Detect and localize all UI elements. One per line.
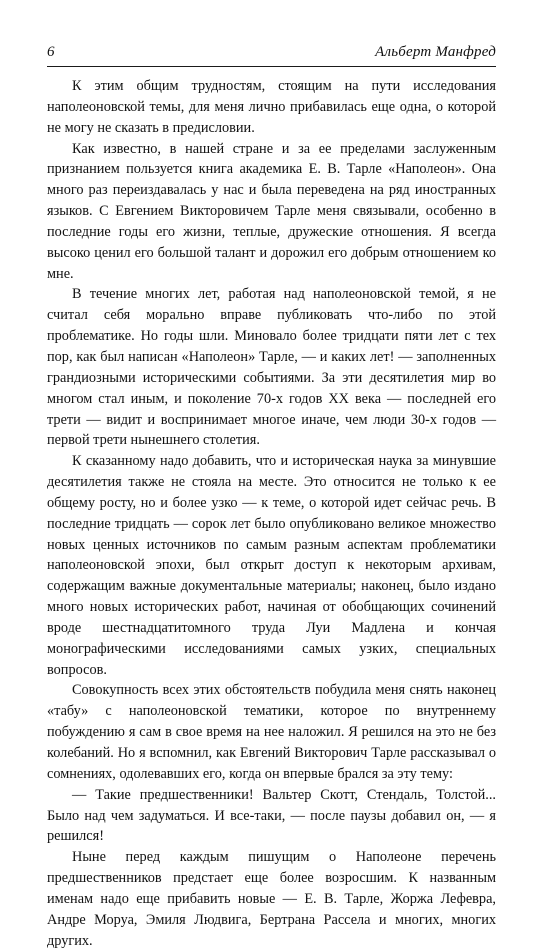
paragraph: К сказанному надо добавить, что и историческая наука за минувшие десятилетия также не стояла на месте. Это относится не только к ее общему росту, но и более узко — к теме, о которой идет сейчас речь. В последние тридцать — сорок лет было опубликовано великое множество новых ценных источников по самым разным аспектам проблематики наполеоновской эпохи, был открыт доступ к некоторым архивам, содержащим важные документальные материалы; наконец, было издано много новых исторических работ, начиная от обобщающих сочинений вроде шестнадцатитомного труда Луи Мадлена и кончая монографическими исследованиями самых узких, специальных вопросов. — [47, 453, 496, 678]
body-text — [47, 76, 496, 951]
paragraph: К этим общим трудностям, стоящим на пути исследования наполеоновской темы, для меня лично прибавилась еще одна, о которой не могу не сказать в предисловии. — [47, 78, 496, 136]
running-head: Альберт Манфред — [375, 44, 496, 60]
paragraph: Как известно, в нашей стране и за ее пределами заслуженным признанием пользуется книга академика Е. В. Тарле «Наполеон». Она много раз переиздавалась у нас и была переведена на ряд иностранных языков. С Евгением Викторовичем Тарле меня связывали, особенно в последние годы его жизни, теплые, дружеские отношения. Я всегда высоко ценил его большой талант и дорожил его добрым отношением ко мне. — [47, 140, 496, 282]
dialogue-paragraph: — Такие предшественники! Вальтер Скотт, Стендаль, Толстой... Было над чем задуматься. И все-таки, — после паузы добавил он, — я решился! — [47, 786, 496, 845]
paragraph: Ныне перед каждым пишущим о Наполеоне перечень предшественников предстает еще более возросшим. К названным именам надо еще прибавить новые — Е. В. Тарле, Жоржа Лефевра, Андре Моруа, Эмиля Людвига, Бертрана Рассела и многих, многих других. — [47, 849, 496, 949]
paragraph: В течение многих лет, работая над наполеоновской темой, я не считал себя морально вправе публиковать что-либо по этой проблематике. Но годы шли. Миновало более тридцати пяти лет с тех пор, как был написан «Наполеон» Тарле, — и каких лет! — заполненных грандиозными историческими событиями. За эти десятилетия мир во многом стал иным, и поколение 70-х годов XX века — последней его трети — видит и воспринимает многое иначе, чем люди 30-х годов — первой трети нынешнего столетия. — [47, 286, 496, 449]
paragraph: Совокупность всех этих обстоятельств побудила меня снять наконец «табу» с наполеоновской тематики, которое по внутреннему побуждению я сам в свое время на нее наложил. Я решился на это не без колебаний. Но я вспомнил, как Евгений Викторович Тарле рассказывал о сомнениях, одолевавших его, когда он впервые брался за эту тему: — [47, 682, 496, 782]
page-number: 6 — [47, 44, 55, 60]
page-header — [47, 44, 496, 67]
